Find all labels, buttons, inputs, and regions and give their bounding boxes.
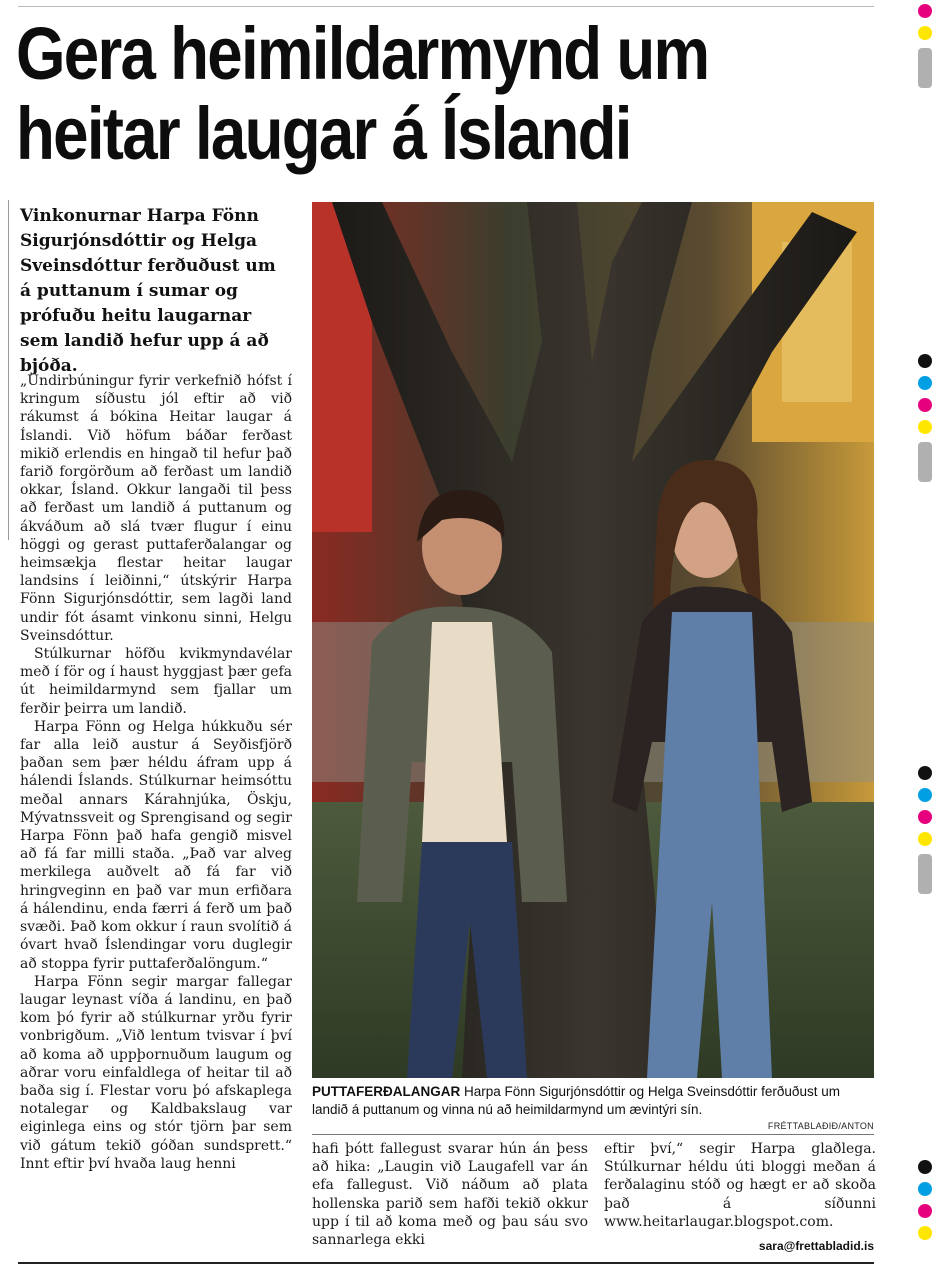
registration-dot: [918, 810, 932, 824]
registration-dot: [918, 26, 932, 40]
registration-bar: [918, 442, 932, 482]
registration-dot: [918, 376, 932, 390]
article-body: [20, 372, 292, 1173]
body-paragraph: Harpa Fönn og Helga húkkuðu sér far alla leið austur á Seyðisfjörð þaðan sem þær héldu áfram upp á hálendi Íslands. Stúlkurnar heimsóttu meðal annars Kárahnjúka, Öskju, Mývatnssveit og Sprengisand og segir Harpa Fönn það hafa gengið misvel að fá far milli staða. „Það var alveg merkilega auðvelt að fá far við hringveginn en það var mun erfiðara á hálendinu, enda færri á ferð um það svæði. Það kom okkur í raun svolítið á óvart hvað Íslendingar voru duglegir að stoppa fyrir puttaferðalöngum.“: [20, 718, 292, 972]
registration-dot: [918, 1160, 932, 1174]
registration-bar: [918, 854, 932, 894]
lead-paragraph: Vinkonurnar Harpa Fönn Sigurjónsdóttir og Helga Sveinsdóttur ferðuðust um á puttanum í sumar og prófuðu heitu laugarnar sem landið hefur upp á að bjóða.: [20, 206, 276, 376]
photo-caption: [312, 1083, 874, 1119]
column-rule: [8, 200, 9, 540]
continuation-column-2: hafi þótt fallegust svarar hún án þess að hika: „Laugin við Laugafell var án efa fallegust. Við náðum að plata hollenska parið sem hafði tekið okkur upp í til að koma með og þau sáu svo sannarlega ekki: [312, 1141, 588, 1249]
continuation-column-3: eftir því,“ segir Harpa glaðlega. Stúlkurnar héldu úti bloggi meðan á ferðalaginu stóð og hægt er að skoða það á síðunni www.heitarlaugar.blogspot.com.: [604, 1141, 876, 1230]
registration-dot: [918, 398, 932, 412]
registration-marks-mid: [918, 354, 933, 490]
registration-dot: [918, 1182, 932, 1196]
registration-dot: [918, 832, 932, 846]
headline-line-2: heitar laugar á Íslandi: [16, 92, 631, 175]
body-paragraph: Stúlkurnar höfðu kvikmyndavélar með í för og í haust hyggjast þær gefa út heimildarmynd sem fjallar um ferðir þeirra um landið.: [20, 646, 292, 717]
registration-dot: [918, 1226, 932, 1240]
photo-credit: FRÉTTABLAÐIÐ/ANTON: [767, 1121, 874, 1131]
caption-rule: [312, 1134, 874, 1135]
top-rule: [18, 6, 874, 7]
article-photo: [312, 202, 874, 1078]
photo-illustration: [312, 202, 874, 1078]
bottom-rule: [18, 1262, 874, 1264]
registration-dot: [918, 420, 932, 434]
body-paragraph: „Undirbúningur fyrir verkefnið hófst í kringum síðustu jól eftir að við rákumst á bókina Heitar laugar á Íslandi. Við höfum báðar ferðast mikið erlendis en hingað til hefur það farið forgörðum að ferðast um landið okkar, Ísland. Okkur langaði til þess að ferðast um landið á puttanum og ákváðum að slá tvær flugur í einu höggi og gerast puttaferðalangar og heimsækja flestar heitar laugar landsins í leiðinni,“ útskýrir Harpa Fönn Sigurjónsdóttir, sem lagði land undir fót ásamt vinkonu sinni, Helgu Sveinsdóttur.: [20, 373, 292, 644]
headline-line-1: Gera heimildarmynd um: [16, 12, 709, 95]
caption-label: PUTTAFERÐALANGAR: [312, 1084, 461, 1099]
body-paragraph: Harpa Fönn segir margar fallegar laugar leynast víða á landinu, en það kom þó fyrir að stúlkurnar yrðu fyrir vonbrigðum. „Við lentum tvisvar í því að koma að uppþornuðum laugum og aðrar voru einfaldlega of heitar til að baða sig í. Flestar voru þó afskaplega notalegar og Kaldbakslaug var eiginlega eins og stór tjörn þar sem við gátum tekið góðan sundsprett.“ Innt eftir því hvaða laug henni: [20, 973, 292, 1172]
registration-marks-bottom: [918, 1160, 933, 1248]
registration-marks-top: [918, 4, 933, 96]
author-email: sara@frettabladid.is: [758, 1239, 874, 1253]
registration-dot: [918, 1204, 932, 1218]
registration-dot: [918, 766, 932, 780]
registration-marks-low: [918, 766, 933, 902]
headline: [16, 14, 773, 174]
registration-bar: [918, 48, 932, 88]
caption-text: Harpa Fönn Sigurjónsdóttir og Helga Sveinsdóttir ferðuðust um landið á puttanum og vinna nú að heimildarmynd um ævintýri sín.: [312, 1084, 840, 1117]
registration-dot: [918, 354, 932, 368]
registration-dot: [918, 4, 932, 18]
registration-dot: [918, 788, 932, 802]
